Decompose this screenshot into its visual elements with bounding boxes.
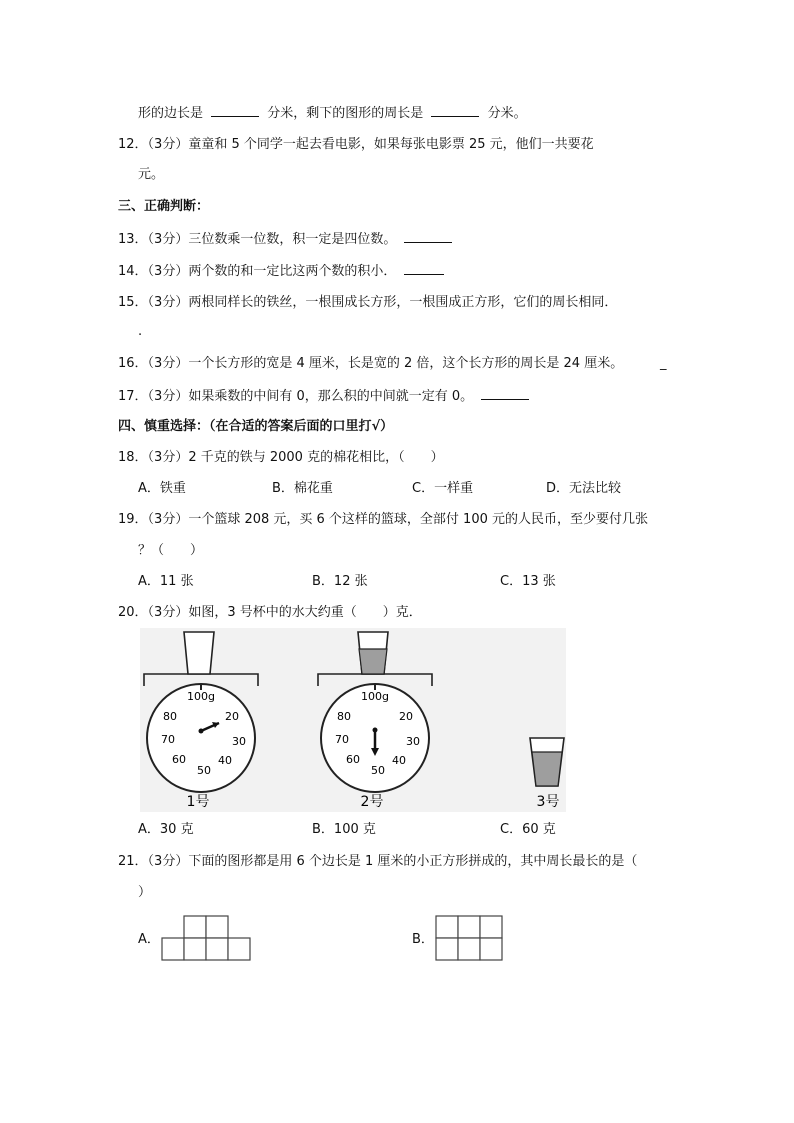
answer-blank[interactable] (404, 230, 452, 243)
svg-text:20: 20 (225, 710, 239, 723)
question-15-line2: . (138, 324, 143, 339)
svg-text:70: 70 (335, 733, 349, 746)
svg-text:70: 70 (161, 733, 175, 746)
question-17: 17．（3分）如果乘数的中间有 0，那么积的中间就一定有 0。 (118, 387, 529, 406)
answer-blank[interactable] (431, 104, 479, 117)
svg-text:60: 60 (172, 753, 186, 766)
svg-text:50: 50 (197, 764, 211, 777)
label-cup-1: 1号 (186, 794, 210, 810)
question-18: 18．（3分）2 千克的铁与 2000 克的棉花相比，（ ） (118, 450, 444, 465)
option-a[interactable]: A．铁重 (138, 481, 186, 496)
question-19-line2: ？（ ） (138, 543, 204, 558)
option-a[interactable]: A．30 克 (138, 822, 194, 837)
dial-label-top: 100g (361, 690, 389, 703)
shape-a (160, 914, 252, 962)
question-21-line2: ） (138, 885, 152, 900)
option-b[interactable]: B． (412, 932, 434, 947)
option-a[interactable]: A．11 张 (138, 574, 194, 589)
svg-text:30: 30 (406, 735, 420, 748)
label-cup-3: 3号 (536, 794, 560, 810)
answer-blank[interactable] (211, 104, 259, 117)
question-14: 14．（3分）两个数的和一定比这两个数的积小． (118, 262, 444, 281)
option-c[interactable]: C．13 张 (500, 574, 556, 589)
scales-figure (140, 628, 566, 812)
option-a[interactable]: A． (138, 932, 160, 947)
svg-text:80: 80 (163, 710, 177, 723)
svg-text:40: 40 (392, 754, 406, 767)
svg-text:50: 50 (371, 764, 385, 777)
question-16-blank[interactable]: _ (660, 356, 667, 371)
question-16: 16．（3分）一个长方形的宽是 4 厘米，长是宽的 2 倍，这个长方形的周长是 24 厘米。 (118, 356, 624, 371)
question-19-line1: 19．（3分）一个篮球 208 元，买 6 个这样的篮球，全部付 100 元的人民币，至少要付几张 (118, 512, 649, 527)
svg-text:60: 60 (346, 753, 360, 766)
section-heading-3: 三、正确判断： (118, 199, 210, 214)
svg-text:80: 80 (337, 710, 351, 723)
answer-blank[interactable] (481, 387, 529, 400)
question-21-line1: 21．（3分）下面的图形都是用 6 个边长是 1 厘米的小正方形拼成的，其中周长最长的是（ (118, 854, 638, 869)
section-heading-4: 四、慎重选择：（在合适的答案后面的口里打√） (118, 419, 394, 434)
option-d[interactable]: D．无法比较 (546, 481, 622, 496)
dial-label-top: 100g (187, 690, 215, 703)
shape-b (434, 914, 506, 962)
question-12-line1: 12．（3分）童童和 5 个同学一起去看电影，如果每张电影票 25 元，他们一共要花 (118, 137, 594, 152)
cup-3 (530, 738, 564, 786)
question-15-line1: 15．（3分）两根同样长的铁丝，一根围成长方形，一根围成正方形，它们的周长相同． (118, 295, 618, 310)
option-b[interactable]: B．100 克 (312, 822, 376, 837)
question-20: 20．（3分）如图，3 号杯中的水大约重（ ）克． (118, 605, 422, 620)
q11-continuation: 形的边长是 分米，剩下的图形的周长是 分米。 (138, 106, 527, 121)
svg-text:20: 20 (399, 710, 413, 723)
option-c[interactable]: C．60 克 (500, 822, 556, 837)
svg-text:30: 30 (232, 735, 246, 748)
option-b[interactable]: B．棉花重 (272, 481, 333, 496)
question-12-line2: 元。 (138, 167, 165, 182)
question-13: 13．（3分）三位数乘一位数，积一定是四位数。 (118, 230, 452, 249)
svg-text:40: 40 (218, 754, 232, 767)
option-c[interactable]: C．一样重 (412, 481, 474, 496)
option-b[interactable]: B．12 张 (312, 574, 368, 589)
answer-blank[interactable] (404, 262, 444, 275)
label-cup-2: 2号 (360, 794, 384, 810)
